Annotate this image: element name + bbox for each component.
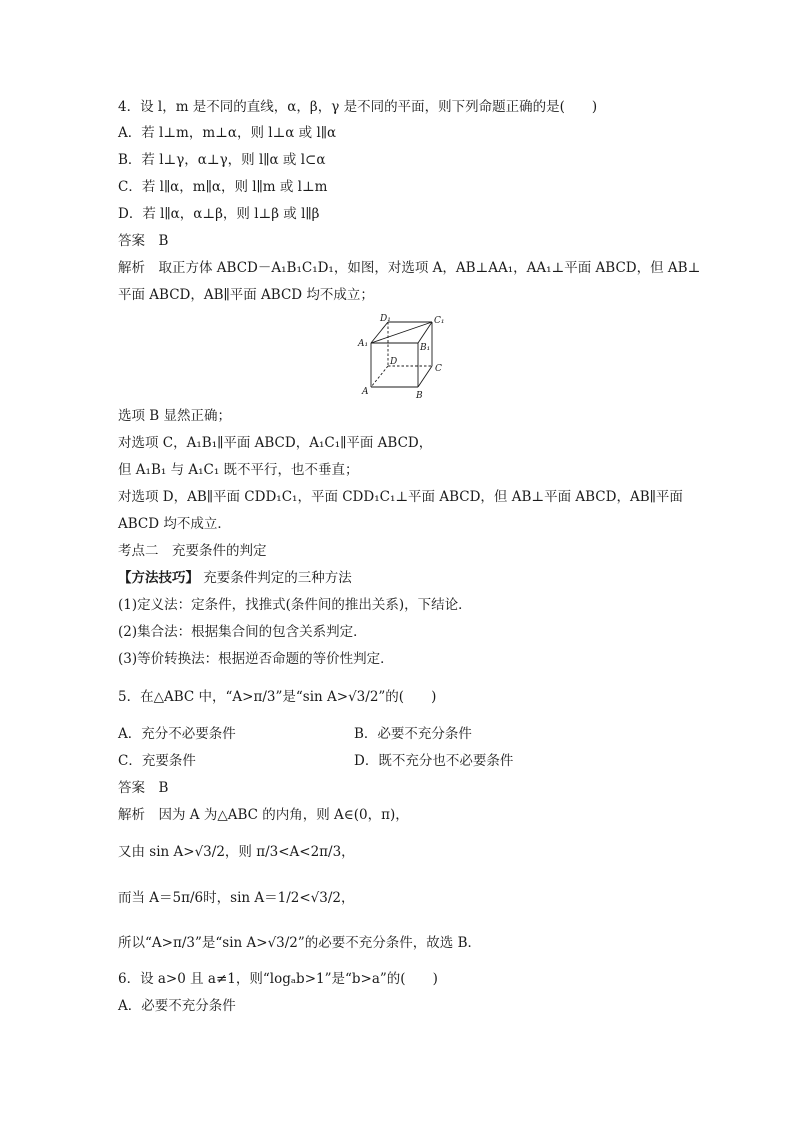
q5-option-a: A．充分不必要条件 [118,726,236,742]
section-title: 考点二 充要条件的判定 [118,543,267,559]
label-c1: C₁ [434,316,445,326]
q5-analysis-line-2: 又由 sin A>√3/2，则 π/3<A<2π/3， [118,844,355,860]
q4-option-c: C．若 l∥α，m∥α，则 l∥m 或 l⊥m [118,179,328,195]
q4-analysis-line-7: ABCD 均不成立． [118,516,231,532]
q4-analysis-line-6: 对选项 D，AB∥平面 CDD₁C₁，平面 CDD₁C₁⊥平面 ABCD，但 AB⊥平面 ABCD，AB∥平面 [118,489,683,505]
q4-stem: 4．设 l，m 是不同的直线，α，β，γ 是不同的平面，则下列命题正确的是( ) [118,99,598,115]
method-tips-tag: 【方法技巧】 [118,570,199,586]
q4-analysis-line-1: 解析 取正方体 ABCD－A₁B₁C₁D₁，如图，对选项 A，AB⊥AA₁，AA₁⊥平面 ABCD，但 AB⊥ [118,260,701,276]
q6-stem: 6．设 a>0 且 a≠1，则“logₐb>1”是“b>a”的( ) [118,971,438,987]
q5-option-b: B．必要不充分条件 [354,726,472,742]
label-b: B [416,391,423,401]
q5-option-c: C．充要条件 [118,753,196,769]
method-tips-title: 充要条件判定的三种方法 [203,570,352,586]
label-a1: A₁ [358,339,369,349]
method-2: (2)集合法：根据集合间的包含关系判定． [118,624,367,640]
q5-answer: 答案 B [118,780,169,796]
method-1: (1)定义法：定条件，找推式(条件间的推出关系)，下结论． [118,597,472,613]
label-d1: D₁ [380,314,391,324]
label-a: A [362,387,369,397]
method-tips [118,568,352,588]
q4-answer: 答案 B [118,233,169,249]
q4-analysis-line-2: 平面 ABCD，AB∥平面 ABCD 均不成立； [118,287,374,303]
q4-analysis-line-4: 对选项 C，A₁B₁∥平面 ABCD，A₁C₁∥平面 ABCD， [118,435,433,451]
method-3: (3)等价转换法：根据逆否命题的等价性判定． [118,651,394,667]
q4-option-a: A．若 l⊥m，m⊥α，则 l⊥α 或 l∥α [118,125,337,141]
q4-option-d: D．若 l∥α，α⊥β，则 l⊥β 或 l∥β [118,206,320,222]
q5-analysis-line-4: 所以“A>π/3”是“sin A>√3/2”的必要不充分条件，故选 B． [118,935,482,951]
label-d: D [390,357,398,367]
cube-figure [352,310,445,402]
q5-analysis-line-3: 而当 A＝5π/6时，sin A＝1/2<√3/2， [118,890,355,906]
label-c: C [435,364,442,374]
q5-stem: 5．在△ABC 中，“A>π/3”是“sin A>√3/2”的( ) [118,689,437,705]
q6-option-a: A．必要不充分条件 [118,998,236,1014]
q4-option-b: B．若 l⊥γ，α⊥γ，则 l∥α 或 l⊂α [118,152,326,168]
label-b1: B₁ [420,343,431,353]
q5-analysis-line-1: 解析 因为 A 为△ABC 的内角，则 A∈(0，π)， [118,807,409,823]
q4-analysis-line-3: 选项 B 显然正确； [118,408,232,424]
q5-option-d: D．既不充分也不必要条件 [354,753,514,769]
q4-analysis-line-5: 但 A₁B₁ 与 A₁C₁ 既不平行，也不垂直； [118,462,359,478]
